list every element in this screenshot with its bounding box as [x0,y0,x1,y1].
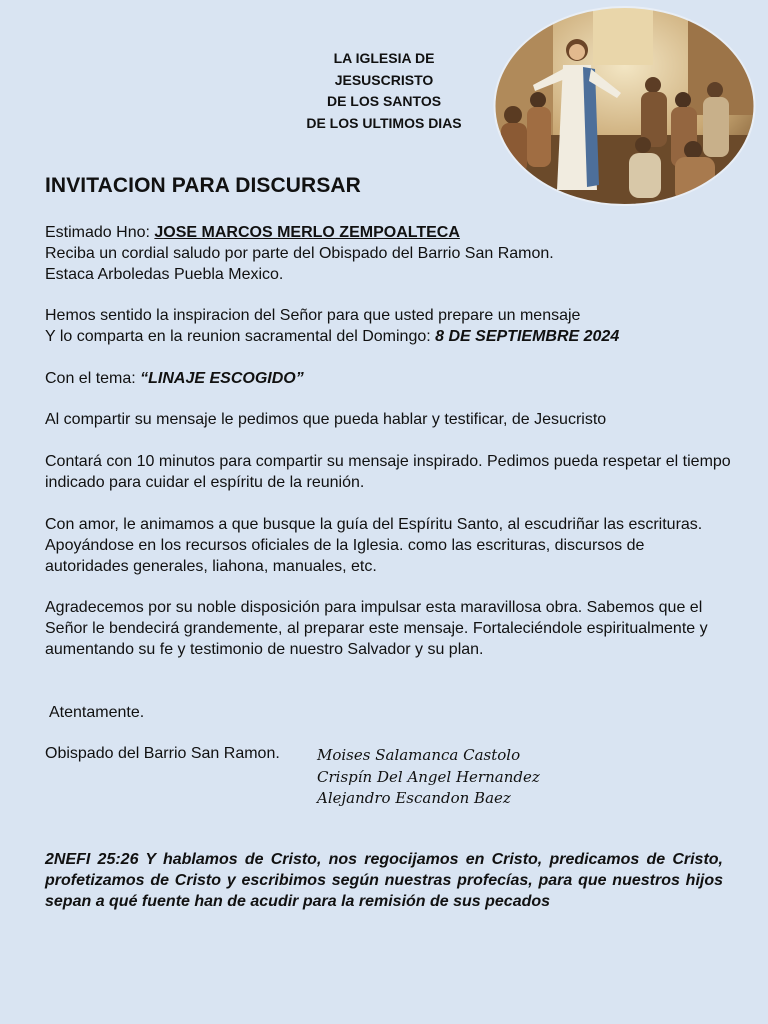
church-name-line: DE LOS ULTIMOS DIAS [306,114,462,131]
greeting-block [45,223,735,285]
church-name-line: DE LOS SANTOS [326,93,442,109]
signer-name: Crispín Del Angel Hernandez [317,767,540,786]
topic-value: “LINAJE ESCOGIDO” [140,370,304,387]
invitation-line: Hemos sentido la inspiracion del Señor para que usted prepare un mensaje [45,307,581,324]
time-text: Contará con 10 minutos para compartir su mensaje inspirado. Pedimos pueda respetar el tiempo indicado para cuidar el espíritu de la reunión. [45,453,731,491]
scripture-quote: 2NEFI 25:26 Y hablamos de Cristo, nos regocijamos en Cristo, predicamos de Cristo, profetizamos de Cristo y escribimos según nuestras profecías, para que nuestros hijos sepan a qué fuente han de acudir para la remisión de sus pecados [45,851,723,910]
signer-name: Alejandro Escandon Baez [317,789,511,807]
guidance-text: Con amor, le animamos a que busque la guía del Espíritu Santo, al escudriñar las escrituras. Apoyándose en los recursos oficiales de la Iglesia. como las escrituras, discursos de autoridades generales, liahona, manuales, etc. [45,516,703,575]
time-paragraph [45,452,733,494]
church-name [284,48,484,134]
testify-text: Al compartir su mensaje le pedimos que pueda hablar y testificar, de Jesucristo [45,411,607,428]
greeting-prefix: Estimado Hno: [45,224,155,241]
bishopric-label: Obispado del Barrio San Ramon. [45,745,280,762]
invitation-block [45,306,735,348]
recipient-name: JOSE MARCOS MERLO ZEMPOALTECA [154,224,460,241]
signer-name: Moises Salamanca Castolo [317,746,521,764]
thanks-paragraph [45,598,725,660]
salutation: Atentamente. [49,704,145,721]
church-name-line: LA IGLESIA DE [333,50,435,66]
page-title: INVITACION PARA DISCURSAR [45,174,361,197]
topic-prefix: Con el tema: [45,370,141,387]
church-name-line: JESUSCRISTO [334,71,434,88]
invitation-line-prefix: Y lo comparta en la reunion sacramental del Domingo: [45,327,436,345]
header-painting [493,5,756,207]
topic-block [45,369,735,390]
stake-line: Estaca Arboledas Puebla Mexico. [45,265,284,283]
guidance-paragraph [45,515,705,577]
greeting-line: Reciba un cordial saludo por parte del Obispado del Barrio San Ramon. [45,244,554,262]
thanks-text: Agradecemos por su noble disposición para impulsar esta maravillosa obra. Sabemos que el Señor le bendecirá grandemente, al preparar este mensaje. Fortaleciéndole espiritualmente y aumentando su fe y testimonio de nuestro Salvador y su plan. [45,599,708,658]
meeting-date: 8 DE SEPTIEMBRE 2024 [435,327,620,345]
testify-paragraph [45,410,735,431]
signature-list [317,745,540,810]
